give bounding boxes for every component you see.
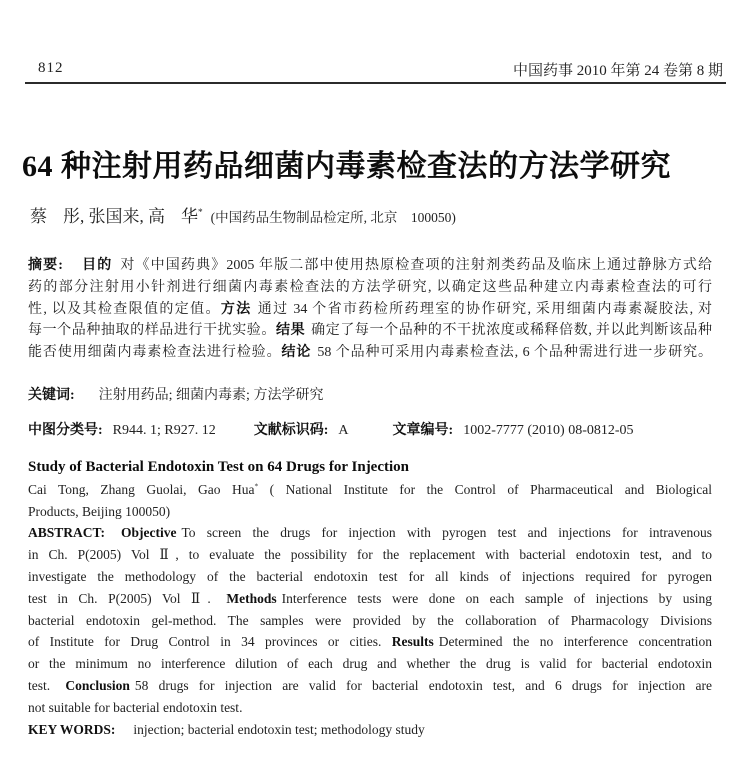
article-title-en: Study of Bacterial Endotoxin Test on 64 Drugs for Injection [28, 459, 410, 475]
abstract-cn-line: 性, 以及其检查限值的定值。方法 通过 34 个省市药检所药理室的协作研究, 采用细菌内毒素凝胶法, 对 [28, 301, 712, 317]
header-rule [25, 82, 726, 84]
abstract-en-line: test in Ch. P(2005) Vol Ⅱ. Methods Interference tests were done on each sample of injections by using [28, 590, 712, 606]
abstract-en-line: test. Conclusion 58 drugs for injection are valid for bacterial endotoxin test, and 6 drugs for injection are [28, 677, 712, 693]
keywords-en: KEY WORDS: injection; bacterial endotoxin test; methodology study [28, 721, 425, 737]
abstract-en-line: in Ch. P(2005) Vol Ⅱ, to evaluate the possibility for the replacement with bacterial endotoxin test, and to [28, 547, 712, 563]
journal-issue-header: 中国药事 2010 年第 24 卷第 8 期 [512, 63, 723, 79]
abstract-cn-line: 药的部分注射用小针剂进行细菌内毒素检查法的方法学研究, 以确定这些品种建立内毒素检查法的可行 [28, 279, 712, 295]
abstract-en-line: investigate the methodology of the bacterial endotoxin test for all kinds of injections required for pyrogen [28, 568, 712, 584]
authors-cn: 蔡 彤, 张国来, 高 华* (中国药品生物制品检定所, 北京 100050) [30, 207, 456, 226]
authors-en-continued: Products, Beijing 100050) [28, 503, 171, 519]
english-section [28, 457, 712, 740]
keywords-cn: 关键词: 注射用药品; 细菌内毒素; 方法学研究 [28, 388, 324, 403]
abstract-en-line: bacterial endotoxin gel-method. The samples were provided by the collaboration of Pharmacology Divisions [28, 612, 712, 628]
abstract-cn-line: 摘要: 目的 对《中国药典》2005 年版二部中使用热原检查项的注射剂类药品及临床上通过静脉方式给 [28, 258, 712, 273]
authors-en: Cai Tong, Zhang Guolai, Gao Hua* ( National Institute for the Control of Pharmaceutical and Biological [28, 481, 712, 497]
abstract-en-line: ABSTRACT: Objective To screen the drugs for injection with pyrogen test and injections for intravenous [28, 525, 712, 541]
abstract-en-line: or the minimum no interference dilution of each drug and whether the drug is valid for bacterial endotoxin [28, 656, 712, 672]
abstract-cn-line: 每一个品种抽取的样品进行干扰实验。结果 确定了每一个品种的不干扰浓度或稀释倍数, 并以此判断该品种 [28, 323, 712, 339]
abstract-en-line: not suitable for bacterial endotoxin test. [28, 699, 243, 715]
article-title-cn: 64 种注射用药品细菌内毒素检查法的方法学研究 [22, 150, 671, 183]
abstract-cn-line: 能否使用细菌内毒素检查法进行检验。结论 58 个品种可采用内毒素检查法, 6 个品种需进行进一步研究。 [28, 345, 712, 361]
abstract-cn [28, 255, 712, 364]
page-number: 812 [38, 60, 64, 76]
abstract-en-line: of Institute for Drug Control in 34 provinces or cities. Results Determined the no interference concentration [28, 634, 712, 650]
classification-line: 中图分类号: R944. 1; R927. 12 文献标识码: A 文章编号: 1002-7777 (2010) 08-0812-05 [28, 423, 634, 438]
